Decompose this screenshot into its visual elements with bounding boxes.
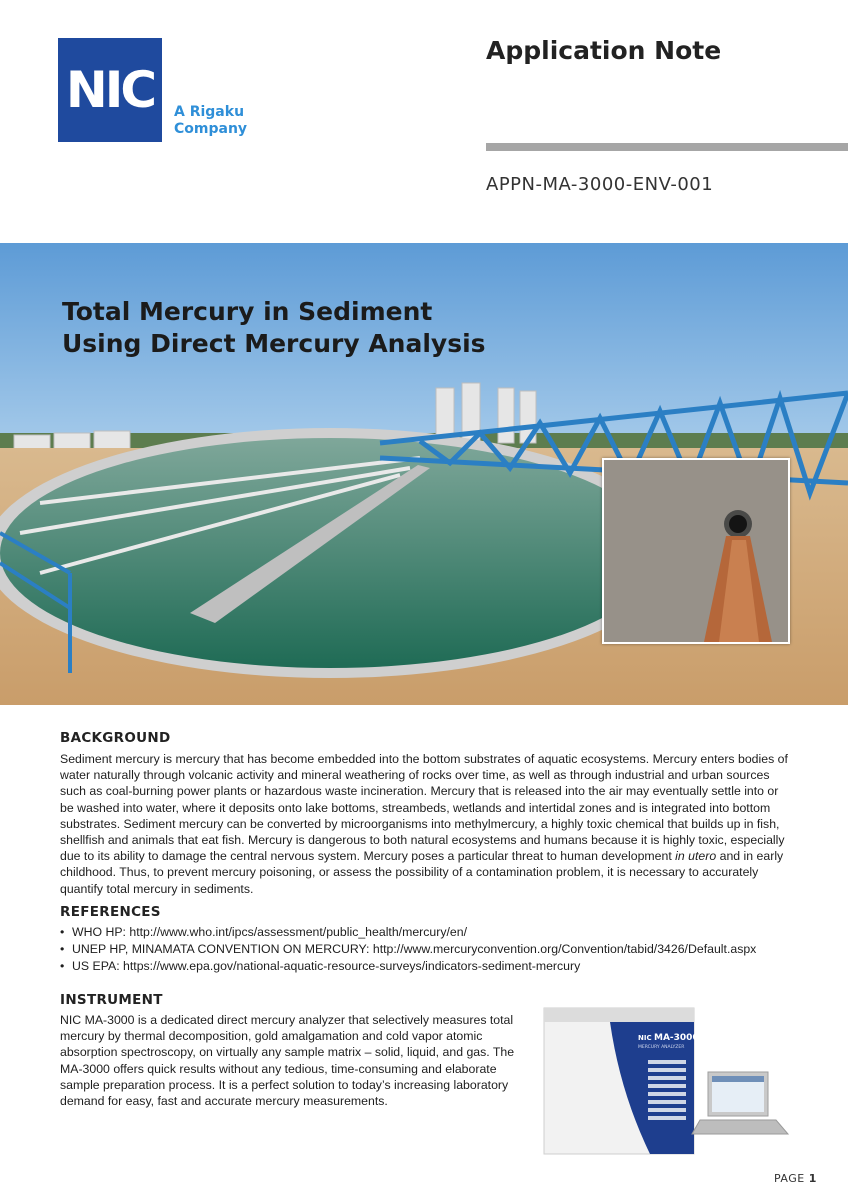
page-label: PAGE: [774, 1172, 805, 1185]
device-label: MA-3000: [654, 1033, 699, 1043]
background-text-part-2: and in early childhood. Thus, to prevent mercury poisoning, or assess the possibility of a contamination problem, it is necessary to accurately quantify total mercury in sediments.: [60, 849, 784, 896]
document-type: Application Note: [486, 36, 722, 65]
background-text: [60, 751, 790, 897]
reference-item: • US EPA: https://www.epa.gov/national-aquatic-resource-surveys/indicators-sediment-mercury: [60, 958, 756, 975]
page-number-value: 1: [808, 1172, 817, 1185]
instrument-text: NIC MA-3000 is a dedicated direct mercury analyzer that selectively measures total mercury by thermal decomposition, gold amalgamation and cold vapor atomic absorption spectroscopy, on virtually any sample matrix – solid, liquid, and gas. The MA-3000 offers quick results without any tedious, time-consuming and elaborate sample preparation process. It is a perfect solution to today’s increasing laboratory demand for easy, fast and accurate mercury measurements.: [60, 1013, 515, 1109]
instrument-heading: INSTRUMENT: [60, 992, 163, 1008]
logo-text: NIC: [65, 61, 155, 119]
references-list: [60, 924, 756, 975]
reference-item: • WHO HP: http://www.who.int/ipcs/assessment/public_health/mercury/en/: [60, 924, 756, 941]
background-heading: BACKGROUND: [60, 730, 171, 746]
ma-3000-analyzer-image: [540, 1002, 798, 1160]
inset-photo-sediment-pipe: [602, 458, 790, 644]
header-divider: [486, 143, 848, 151]
nic-logo: [58, 38, 162, 142]
hero-title-line-1: Total Mercury in Sediment: [62, 297, 433, 326]
background-text-part-1: Sediment mercury is mercury that has become embedded into the bottom substrates of aquatic ecosystems. Mercury enters bodies of water naturally through volcanic activity and mineral weathering of rocks over time, as well as through industrial and urban sources such as coal-burning power plants or hazardous waste incineration. Mercury that is released into the air may eventually settle into or be washed into water, where it deposits onto lake bottoms, streambeds, wetlands and intertidal zones and is integrated into bottom substrates. Sediment mercury can be converted by microorganisms into methylmercury, a highly toxic chemical that builds up in fish, shellfish and animals that eat fish. Mercury is dangerous to both natural ecosystems and humans because it is highly toxic, especially due to its ability to damage the central nervous system. Mercury poses a particular threat to human development: [60, 752, 788, 864]
document-code: APPN-MA-3000-ENV-001: [486, 174, 714, 195]
page-number: [774, 1172, 817, 1185]
reference-item: • UNEP HP, MINAMATA CONVENTION ON MERCURY: http://www.mercuryconvention.org/Convention/tabid/3426/Default.aspx: [60, 941, 756, 958]
device-sub: MERCURY ANALYZER: [638, 1045, 685, 1050]
references-heading: REFERENCES: [60, 904, 161, 920]
hero-title-line-2: Using Direct Mercury Analysis: [62, 329, 486, 358]
device-brand: NIC: [638, 1034, 652, 1042]
tagline-line-2: Company: [174, 121, 248, 137]
hero-title: [62, 296, 486, 360]
logo-tagline: [174, 104, 247, 138]
background-italic-in-utero: in utero: [675, 849, 717, 864]
tagline-line-1: A Rigaku: [174, 104, 245, 120]
